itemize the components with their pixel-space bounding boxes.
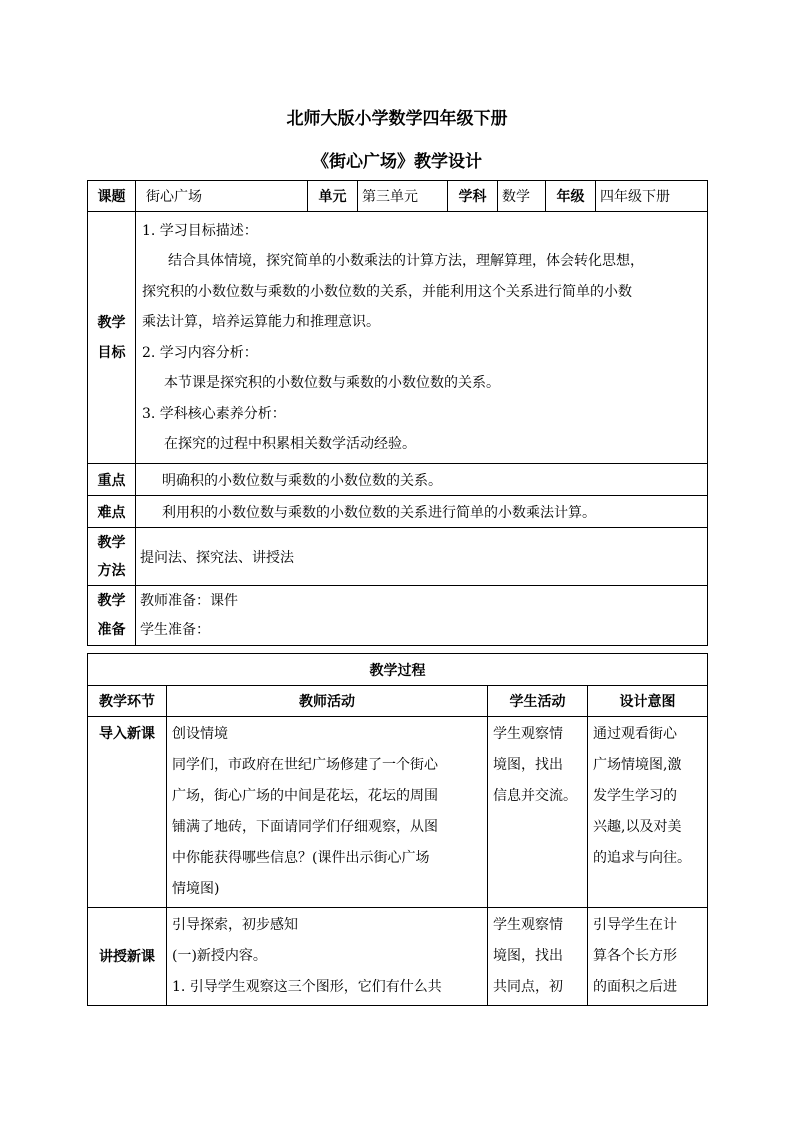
lesson-info-table bbox=[87, 180, 708, 646]
objectives-line: 1. 学习目标描述： bbox=[142, 222, 258, 239]
grade-label: 年级 bbox=[546, 181, 596, 212]
objectives-line: 2. 学习内容分析： bbox=[142, 344, 258, 361]
method-text: 提问法、探究法、讲授法 bbox=[136, 528, 708, 586]
objectives-line: 3. 学科核心素养分析： bbox=[142, 405, 286, 422]
key-point-text: 明确积的小数位数与乘数的小数位数的关系。 bbox=[136, 464, 708, 496]
objectives-line: 本节课是探究积的小数位数与乘数的小数位数的关系。 bbox=[164, 375, 500, 391]
objectives-content bbox=[136, 212, 708, 464]
unit-value: 第三单元 bbox=[358, 181, 448, 212]
document-title: 北师大版小学数学四年级下册 bbox=[286, 109, 508, 129]
document-subtitle: 《街心广场》教学设计 bbox=[312, 152, 482, 172]
column-header-student: 学生活动 bbox=[488, 686, 588, 717]
table-row bbox=[88, 908, 708, 1006]
objectives-line: 乘法计算，培养运算能力和推理意识。 bbox=[142, 314, 380, 330]
key-point-label: 重点 bbox=[88, 464, 136, 496]
student-activity-cell: 学生观察情 境图，找出 信息并交流。 bbox=[488, 717, 588, 908]
teacher-preparation: 教师准备：课件 bbox=[140, 592, 238, 609]
stage-cell: 导入新课 bbox=[88, 717, 167, 908]
design-intent-cell: 通过观看街心 广场情境图,激 发学生学习的 兴趣,以及对美 的追求与向往。 bbox=[588, 717, 708, 908]
subject-value: 数学 bbox=[498, 181, 546, 212]
objectives-line: 在探究的过程中积累相关数学活动经验。 bbox=[164, 436, 416, 452]
topic-label: 课题 bbox=[88, 181, 136, 212]
column-header-stage: 教学环节 bbox=[88, 686, 167, 717]
table-row bbox=[88, 717, 708, 908]
difficulty-label: 难点 bbox=[88, 496, 136, 528]
subject-label: 学科 bbox=[448, 181, 498, 212]
teaching-process-table bbox=[87, 653, 708, 1006]
stage-cell: 讲授新课 bbox=[88, 908, 167, 1006]
difficulty-text: 利用积的小数位数与乘数的小数位数的关系进行简单的小数乘法计算。 bbox=[136, 496, 708, 528]
unit-label: 单元 bbox=[308, 181, 358, 212]
topic-value: 街心广场 bbox=[136, 181, 308, 212]
preparation-content bbox=[136, 586, 708, 646]
method-label: 教学 方法 bbox=[88, 528, 136, 586]
preparation-label: 教学 准备 bbox=[88, 586, 136, 646]
column-header-intent: 设计意图 bbox=[588, 686, 708, 717]
objectives-label: 教学 目标 bbox=[88, 212, 136, 464]
teacher-activity-cell: 引导探索，初步感知 (一)新授内容。 1. 引导学生观察这三个图形，它们有什么共 bbox=[167, 908, 488, 1006]
process-heading: 教学过程 bbox=[88, 654, 708, 686]
objectives-line: 探究积的小数位数与乘数的小数位数的关系，并能利用这个关系进行简单的小数 bbox=[142, 283, 632, 300]
student-preparation: 学生准备： bbox=[140, 621, 210, 638]
column-header-teacher: 教师活动 bbox=[167, 686, 488, 717]
design-intent-cell: 引导学生在计 算各个长方形 的面积之后进 bbox=[588, 908, 708, 1006]
teacher-activity-cell: 创设情境 同学们，市政府在世纪广场修建了一个街心 广场，街心广场的中间是花坛，花坛的周围 铺满了地砖，下面请同学们仔细观察，从图 中你能获得哪些信息？(课件出示街心广场 情境图) bbox=[167, 717, 488, 908]
student-activity-cell: 学生观察情 境图，找出 共同点，初 bbox=[488, 908, 588, 1006]
grade-value: 四年级下册 bbox=[596, 181, 708, 212]
objectives-line: 结合具体情境，探究简单的小数乘法的计算方法，理解算理，体会转化思想， bbox=[168, 253, 644, 269]
